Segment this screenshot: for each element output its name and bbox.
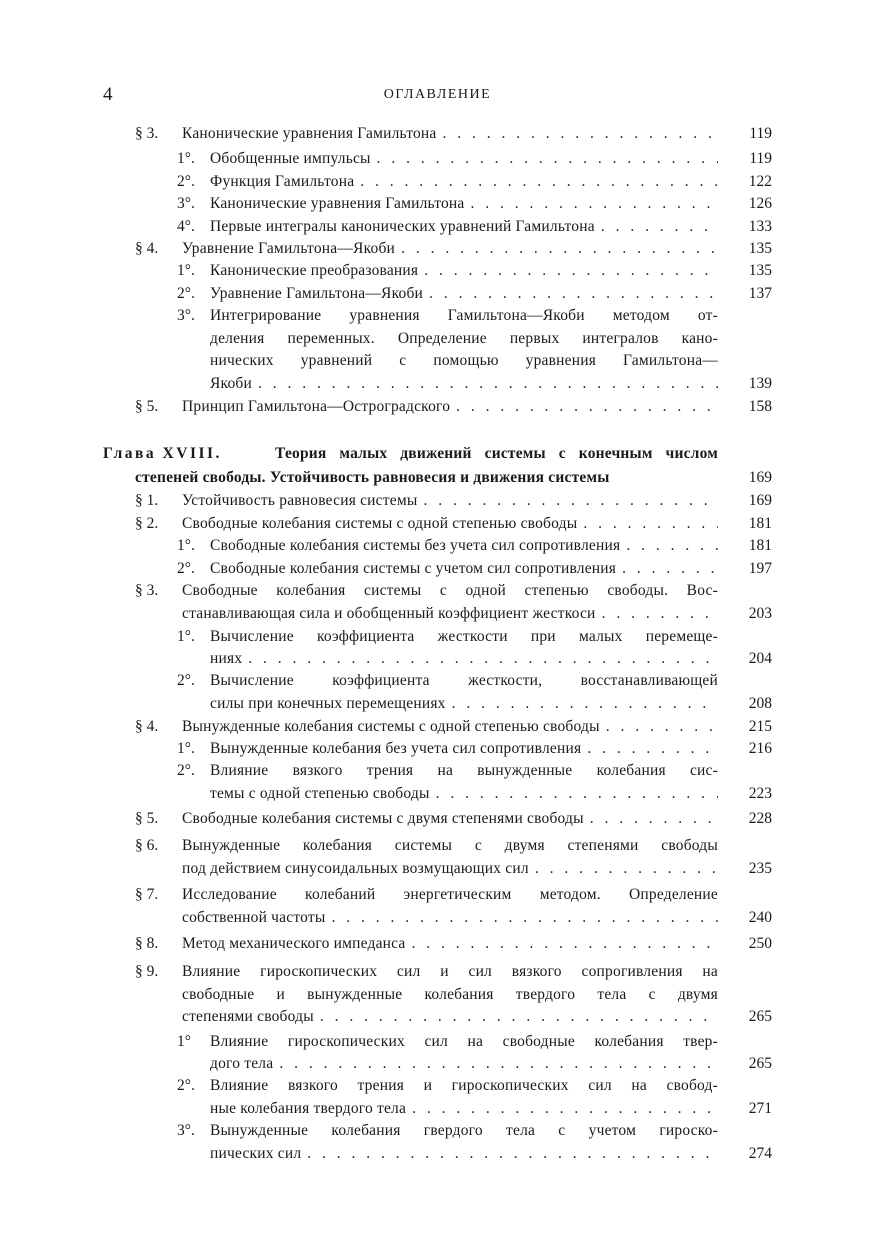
toc-entry-title: нических уравнений с помощью уравнения Гамильтона—	[210, 352, 718, 369]
toc-entry-line	[210, 648, 718, 670]
toc-page-number: 274	[748, 1145, 772, 1162]
toc-entry-title: Свободные колебания системы с одной степенью свободы. Вос-	[182, 582, 718, 599]
toc-page-number: 271	[748, 1100, 772, 1117]
toc-entry-number: 3°.	[177, 307, 195, 324]
toc-page-number: 137	[748, 285, 772, 302]
toc-entry-line	[210, 1053, 718, 1075]
toc-entry-title: Вынужденные колебания системы с двумя степенями свободы	[182, 837, 718, 854]
toc-entry-number: § 4.	[135, 718, 159, 735]
dot-leader	[354, 171, 718, 193]
toc-entry-number: 1°.	[177, 262, 195, 279]
toc-entry-title: Свободные колебания системы с учетом сил сопротивления	[210, 560, 617, 577]
dot-leader	[581, 738, 718, 760]
toc-entry-title: Обобщенные импульсы	[210, 150, 371, 167]
dot-leader	[620, 535, 718, 557]
page-number: 4	[103, 84, 113, 105]
toc-entry-number: § 1.	[135, 492, 159, 509]
toc-entry-line	[182, 513, 718, 535]
toc-entry-line	[210, 760, 718, 782]
toc-entry-line	[210, 670, 718, 692]
toc-entry-title: Устойчивость равновесия системы	[182, 492, 418, 509]
toc-entry-line	[210, 535, 718, 557]
toc-entry-line	[182, 716, 718, 738]
toc-entry-line	[182, 858, 718, 880]
toc-page-number: 135	[748, 240, 772, 257]
toc-entry-title: Канонические преобразования	[210, 262, 419, 279]
toc-entry-title: собственной частоты	[182, 909, 326, 926]
toc-entry-number: 2°.	[177, 1077, 195, 1094]
toc-entry-title: Канонические уравнения Гамильтона	[210, 195, 465, 212]
toc-entry-title: Влияние гироскопических сил на свободные колебания твер-	[210, 1033, 718, 1050]
toc-page-number: 204	[748, 650, 772, 667]
toc-entry-line	[210, 193, 718, 215]
toc-entry-title: Вынужденные колебания без учета сил сопротивления	[210, 740, 582, 757]
toc-entry-title: Влияние гироскопических сил и сил вязкого сопрогивления на	[182, 963, 718, 980]
dot-leader	[325, 907, 718, 929]
toc-page-number: 158	[748, 398, 772, 415]
toc-entry-title: Свободные колебания системы с двумя степенями свободы	[182, 810, 584, 827]
dot-leader	[423, 283, 718, 305]
dot-leader	[418, 260, 718, 282]
toc-entry-title: Влияние вязкого трения и гироскопических сил на свобод-	[210, 1077, 718, 1094]
toc-entry-line	[210, 148, 718, 170]
toc-page-number: 265	[748, 1055, 772, 1072]
toc-entry-title: Влияние вязкого трения на вынужденные колебания сис-	[210, 762, 718, 779]
page-header	[0, 84, 875, 108]
toc-page-number: 223	[748, 785, 772, 802]
toc-entry-title: Вынужденные колебания гвердого тела с учетом гироско-	[210, 1122, 718, 1139]
toc-entry-title: Принцип Гамильтона—Остроградского	[182, 398, 451, 415]
toc-entry-number: Глава XVIII.	[103, 445, 222, 462]
toc-entry-line	[182, 961, 718, 983]
toc-entry-line	[210, 328, 718, 350]
toc-entry-title: пических сил	[210, 1145, 302, 1162]
toc-entry-line	[182, 933, 718, 955]
toc-entry-number: 1°.	[177, 537, 195, 554]
toc-entry-title: Функция Гамильтона	[210, 173, 355, 190]
dot-leader	[395, 238, 718, 260]
dot-leader	[371, 148, 718, 170]
toc-entry-line	[210, 693, 718, 715]
toc-entry-title: под действием синусоидальных возмущающих сил	[182, 860, 529, 877]
toc-entry-number: § 4.	[135, 240, 159, 257]
toc-entry-title: Уравнение Гамильтона—Якоби	[210, 285, 424, 302]
dot-leader	[450, 396, 718, 418]
toc-entry-title: ниях	[210, 650, 243, 667]
toc-entry-title: силы при конечных перемещениях	[210, 695, 446, 712]
toc-entry-title: деления переменных. Определение первых интегралов кано-	[210, 330, 718, 347]
toc-entry-title: Уравнение Гамильтона—Якоби	[182, 240, 396, 257]
toc-entry-line	[182, 808, 718, 830]
toc-entry-title: Якоби	[210, 375, 253, 392]
dot-leader	[596, 603, 718, 625]
dot-leader	[584, 808, 718, 830]
dot-leader	[301, 1143, 718, 1165]
toc-entry-title: Вычисление коэффициента жесткости, восстанавливающей	[210, 672, 718, 689]
toc-entry-title: степеней свободы. Устойчивость равновесия и движения системы	[135, 469, 610, 486]
toc-entry-line	[210, 558, 718, 580]
toc-entry-line	[182, 907, 718, 929]
toc-entry-line	[210, 1098, 718, 1120]
toc-entry-title: Канонические уравнения Гамильтона	[182, 125, 437, 142]
toc-entry-number: 2°.	[177, 672, 195, 689]
toc-entry-number: 2°.	[177, 560, 195, 577]
toc-entry-line	[182, 1006, 718, 1028]
toc-page-number: 235	[748, 860, 772, 877]
toc-entry-title: Исследование колебаний энергетическим методом. Определение	[182, 886, 718, 903]
dot-leader	[465, 193, 718, 215]
toc-entry-line	[210, 738, 718, 760]
toc-entry-number: 1°	[177, 1033, 191, 1050]
toc-entry-title: Вычисление коэффициента жесткости при малых перемеще-	[210, 628, 718, 645]
toc-entry-line	[210, 305, 718, 327]
toc-entry-number: § 5.	[135, 810, 159, 827]
toc-entry-line	[182, 580, 718, 602]
toc-entry-line	[182, 123, 718, 145]
toc-entry-number: § 2.	[135, 515, 159, 532]
toc-entry-line	[182, 490, 718, 512]
dot-leader	[577, 513, 718, 535]
dot-leader	[406, 933, 718, 955]
dot-leader	[446, 693, 718, 715]
toc-page-number: 119	[749, 125, 772, 142]
toc-entry-line	[275, 443, 718, 465]
toc-entry-line	[210, 171, 718, 193]
toc-entry-title: Первые интегралы канонических уравнений Гамильтона	[210, 218, 595, 235]
dot-leader	[314, 1006, 718, 1028]
toc-entry-title: Метод механического импеданса	[182, 935, 406, 952]
toc-entry-line	[210, 350, 718, 372]
toc-entry-line	[210, 1120, 718, 1142]
toc-entry-number: 3°.	[177, 1122, 195, 1139]
toc-entry-title: Вынужденные колебания системы с одной степенью свободы	[182, 718, 600, 735]
toc-entry-line	[210, 373, 718, 395]
toc-page-number: 169	[748, 492, 772, 509]
toc-entry-line	[210, 626, 718, 648]
dot-leader	[600, 716, 718, 738]
toc-entry-line	[210, 216, 718, 238]
toc-entry-line	[210, 1075, 718, 1097]
toc-entry-number: § 7.	[135, 886, 159, 903]
toc-entry-number: § 6.	[135, 837, 159, 854]
toc-entry-number: § 3.	[135, 125, 159, 142]
dot-leader	[242, 648, 718, 670]
toc-entry-title: дого тела	[210, 1055, 274, 1072]
toc-page-number: 181	[748, 537, 772, 554]
dot-leader	[406, 1098, 718, 1120]
toc-entry-number: 1°.	[177, 150, 195, 167]
toc-entry-line	[210, 283, 718, 305]
toc-entry-line	[182, 396, 718, 418]
toc-entry-number: 3°.	[177, 195, 195, 212]
toc-entry-title: Теория малых движений системы с конечным числом	[275, 445, 718, 462]
toc-page-number: 135	[748, 262, 772, 279]
toc-page-number: 181	[748, 515, 772, 532]
toc-entry-title: Интегрирование уравнения Гамильтона—Якоби методом от-	[210, 307, 718, 324]
toc-page-number: 215	[748, 718, 772, 735]
toc-entry-number: 2°.	[177, 762, 195, 779]
dot-leader	[430, 783, 718, 805]
toc-entry-number: § 5.	[135, 398, 159, 415]
toc-entry-line	[135, 467, 718, 489]
toc-page-number: 216	[748, 740, 772, 757]
toc-page-number: 265	[748, 1008, 772, 1025]
toc-entry-title: свободные и вынужденные колебания твердого тела с двумя	[182, 986, 718, 1003]
toc-entry-title: станавливающая сила и обобщенный коэффициент жесткоси	[182, 605, 596, 622]
running-title: ОГЛАВЛЕНИЕ	[383, 87, 492, 102]
toc-entry-number: § 9.	[135, 963, 159, 980]
toc-entry-line	[182, 835, 718, 857]
dot-leader	[529, 858, 718, 880]
toc-entry-title: Свободные колебания системы без учета сил сопротивления	[210, 537, 621, 554]
dot-leader	[417, 490, 718, 512]
toc-entry-line	[210, 1031, 718, 1053]
dot-leader	[273, 1053, 718, 1075]
toc-page-number: 240	[748, 909, 772, 926]
dot-leader	[616, 558, 718, 580]
toc-page-number: 139	[748, 375, 772, 392]
toc-page-number: 169	[748, 469, 772, 486]
toc-entry-number: 1°.	[177, 628, 195, 645]
toc-entry-title: ные колебания твердого тела	[210, 1100, 407, 1117]
toc-entry-line	[182, 238, 718, 260]
toc-entry-title: Свободные колебания системы с одной степенью свободы	[182, 515, 578, 532]
toc-entry-line	[182, 984, 718, 1006]
toc-entry-number: 4°.	[177, 218, 195, 235]
toc-page-number: 197	[748, 560, 772, 577]
toc-entry-line	[210, 1143, 718, 1165]
toc-entry-number: 2°.	[177, 285, 195, 302]
toc-entry-line	[182, 603, 718, 625]
toc-entry-line	[182, 884, 718, 906]
toc-entry-number: § 8.	[135, 935, 159, 952]
toc-page-number: 228	[748, 810, 772, 827]
toc-page-number: 208	[748, 695, 772, 712]
dot-leader	[595, 216, 718, 238]
toc-page-number: 122	[748, 173, 772, 190]
toc-page-number: 250	[748, 935, 772, 952]
dot-leader	[437, 123, 718, 145]
toc-entry-line	[210, 783, 718, 805]
toc-entry-number: § 3.	[135, 582, 159, 599]
toc-page-number: 126	[748, 195, 772, 212]
toc-entry-line	[210, 260, 718, 282]
toc-entry-number: 1°.	[177, 740, 195, 757]
toc-page-number: 119	[749, 150, 772, 167]
toc-page-number: 203	[748, 605, 772, 622]
toc-entry-title: степенями свободы	[182, 1008, 314, 1025]
toc-entry-number: 2°.	[177, 173, 195, 190]
toc-entry-title: темы с одной степенью свободы	[210, 785, 430, 802]
toc-page-number: 133	[748, 218, 772, 235]
dot-leader	[252, 373, 718, 395]
